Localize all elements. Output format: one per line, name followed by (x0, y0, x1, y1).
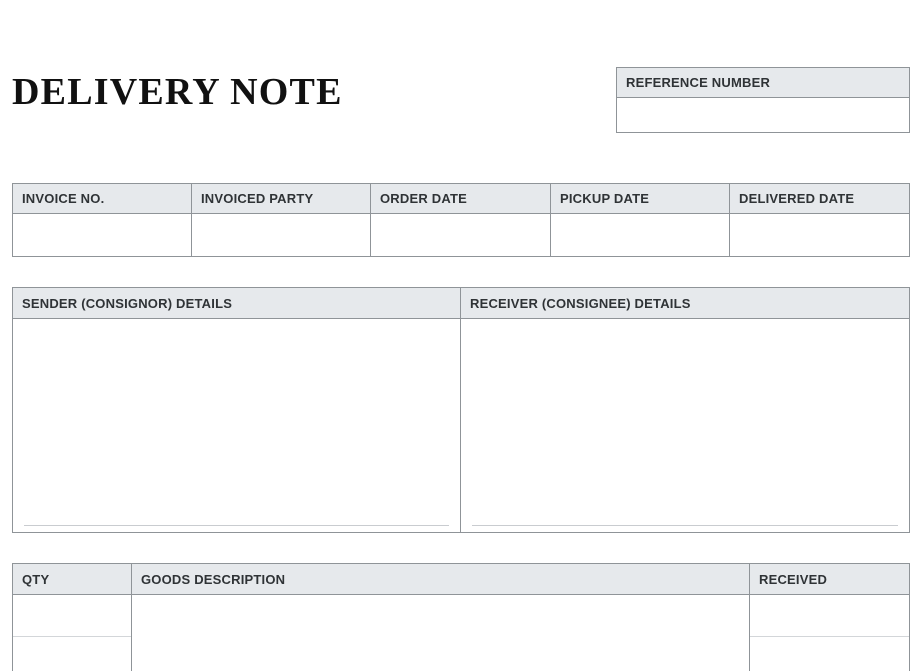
received-cell[interactable] (750, 595, 909, 637)
document-title: DELIVERY NOTE (12, 71, 343, 113)
qty-label: QTY (13, 564, 131, 595)
qty-cell[interactable] (13, 595, 131, 637)
delivered-date-label: DELIVERED DATE (730, 184, 909, 214)
goods-description-field[interactable] (132, 595, 749, 671)
sender-details-column (13, 288, 461, 532)
reference-number-box (616, 67, 910, 133)
order-date-label: ORDER DATE (371, 184, 550, 214)
sender-signature-line (24, 525, 449, 526)
receiver-details-label: RECEIVER (CONSIGNEE) DETAILS (461, 288, 909, 319)
invoiced-party-field[interactable] (192, 214, 370, 256)
invoice-no-column (13, 184, 192, 256)
parties-table (12, 287, 910, 533)
goods-table (12, 563, 910, 671)
goods-description-column (132, 564, 750, 671)
received-label: RECEIVED (750, 564, 909, 595)
order-date-field[interactable] (371, 214, 550, 256)
receiver-details-column (461, 288, 909, 532)
received-column (750, 564, 909, 671)
reference-number-field[interactable] (617, 98, 909, 132)
reference-number-label: REFERENCE NUMBER (617, 68, 909, 98)
delivered-date-field[interactable] (730, 214, 909, 256)
invoiced-party-label: INVOICED PARTY (192, 184, 370, 214)
qty-cell[interactable] (13, 637, 131, 671)
pickup-date-label: PICKUP DATE (551, 184, 729, 214)
sender-details-field[interactable] (13, 319, 460, 532)
invoice-no-field[interactable] (13, 214, 191, 256)
goods-description-label: GOODS DESCRIPTION (132, 564, 749, 595)
pickup-date-column (551, 184, 730, 256)
delivered-date-column (730, 184, 909, 256)
qty-column (13, 564, 132, 671)
sender-details-label: SENDER (CONSIGNOR) DETAILS (13, 288, 460, 319)
receiver-signature-line (472, 525, 898, 526)
invoiced-party-column (192, 184, 371, 256)
receiver-details-field[interactable] (461, 319, 909, 532)
invoice-no-label: INVOICE NO. (13, 184, 191, 214)
order-date-column (371, 184, 551, 256)
pickup-date-field[interactable] (551, 214, 729, 256)
received-cell[interactable] (750, 637, 909, 671)
order-info-table (12, 183, 910, 257)
